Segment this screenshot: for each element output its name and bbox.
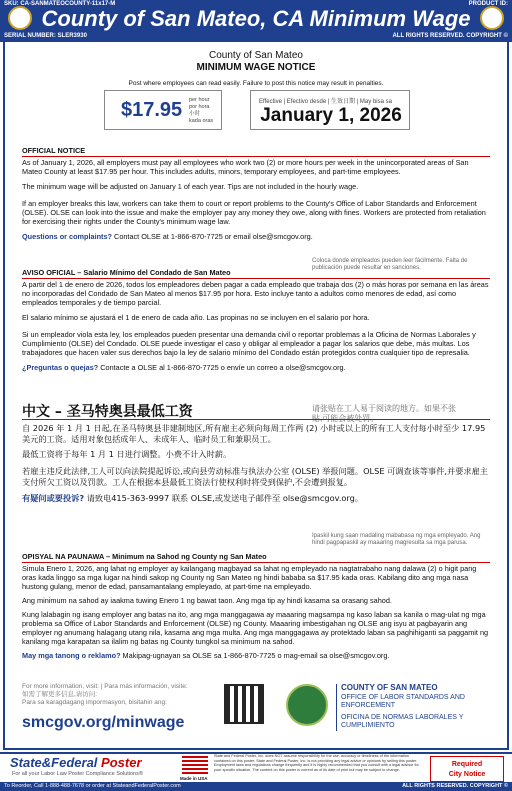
per-hour-tl: kada oras <box>189 118 214 124</box>
publisher-logo <box>10 755 142 770</box>
usa-flag-icon <box>182 756 208 774</box>
paragraph: 自 2026 年 1 月 1 日起,在圣马特奥县非建制地区,所有雇主必须向每周工作两 (2) 小时或以上的所有工人支付每小时至少 17.95 美元的工资。适用对象包括成年人、未成年人、临时员工和兼职员工。 <box>22 423 486 444</box>
logo-sub: Poster <box>101 755 142 770</box>
paragraph: Ang minimum na sahod ay iaakma tuwing Enero 1 ng bawat taon. Ang mga tip ay hindi kasama sa orasang sahod. <box>22 596 392 605</box>
per-hour-zh: 小时 <box>189 111 201 117</box>
county-name: County of San Mateo <box>209 50 303 61</box>
serial-number: SERIAL NUMBER: SLER3930 <box>4 33 87 39</box>
tagalog-section <box>22 552 490 660</box>
contact-text: 请致电415-363-9997 联系 OLSE,或发送电子邮件至 olse@smcgov.org。 <box>84 493 364 503</box>
paragraph: El salario mínimo se ajustará el 1 de enero de cada año. Las propinas no se incluyen en el salario por hora. <box>22 313 370 322</box>
per-hour-label <box>189 97 213 125</box>
notice-title: MINIMUM WAGE NOTICE <box>196 62 316 73</box>
page-title: County of San Mateo, CA Minimum Wage <box>41 6 471 31</box>
city-notice-label: City Notice <box>448 771 486 778</box>
paragraph: A partir del 1 de enero de 2026, todos los empleadores deben pagar a cada empleado que trabaja dos (2) o más horas por semana en las áreas no incorporadas del Condado de San Mateo al menos $17.95 por hora. Esto incluye tanto a adultos como menores de edad, así como empleados temporales y de tiempo parcial. <box>22 280 489 307</box>
minimum-wage-rate: $17.95 <box>121 99 183 121</box>
copyright-label: ALL RIGHTS RESERVED. COPYRIGHT © <box>402 783 508 789</box>
chinese-posting-note: 请张贴在工人易于阅读的地方。如果不张贴,可能会被处罚。 <box>312 404 456 423</box>
spanish-section <box>22 268 490 372</box>
copyright-label: ALL RIGHTS RESERVED. COPYRIGHT © <box>392 33 508 39</box>
questions-label: Questions or complaints? <box>22 232 113 241</box>
more-info-zh: 如需了解更多信息,请访问: <box>22 691 98 698</box>
county-seal-icon <box>286 684 328 726</box>
product-id-label: PRODUCT ID: <box>468 1 508 7</box>
contact-text: Contacte a OLSE al 1-866-870-7725 o envíe un correo a olse@smcgov.org. <box>98 363 346 372</box>
office-name-es: OFICINA DE NORMAS LABORALES Y CUMPLIMIENTO <box>341 713 464 729</box>
required-label: Required <box>451 761 483 768</box>
paragraph: 最低工资将于每年 1 月 1 日进行调整。小费不计入时薪。 <box>22 449 232 459</box>
section-heading: 中文 – 圣马特奥县最低工资 <box>22 408 490 420</box>
disclaimer: State and Federal Poster, Inc. does NOT assume responsibility for the use, accuracy or timeliness of the information contained on this poster. State and Federal Poster, Inc. is not providing any legal advice or opinions by selling this poster. Employment laws and regulations change frequently and it is highly recommended that you consult with a legal advisor for your specific situation. The content on this poster is current as of its date of print but may be subject to change. <box>214 754 419 772</box>
english-section <box>22 146 490 241</box>
effective-date-box <box>250 90 410 130</box>
tagalog-posting-note: Ipaskil kung saan madaling mababasa ng mga empleyado. Ang hindi pagpapaskil ay maaaring magresulta sa mga parusa. <box>312 533 481 546</box>
made-in-usa-label: Made in USA <box>180 776 208 781</box>
per-hour-en: per hour <box>189 97 210 103</box>
section-heading: AVISO OFICIAL – Salario Mínimo del Condado de San Mateo <box>22 268 490 279</box>
contact-text: Contact OLSE at 1-866-870-7725 or email olse@smcgov.org. <box>112 232 313 241</box>
questions-label: ¿Preguntas o quejas? <box>22 363 99 372</box>
reorder-text[interactable]: To Reorder, Call 1-888-488-7678 or order at StateandFederalPoster.com <box>4 783 181 789</box>
more-info-tl: Para sa karagdagang impormasyon, bisitahin ang: <box>22 699 167 706</box>
more-info <box>22 683 188 707</box>
section-heading: OFFICIAL NOTICE <box>22 146 490 157</box>
paragraph: Si un empleador viola esta ley, los empleados pueden presentar una demanda civil o reportar problemas a la Oficina de Normas Laborales y Cumplimiento (OLSE) del Condado. OLSE puede investigar el caso y obligar al empleador a pagar los salarios que debe, más multas. Los trabajadores que hacen valer sus derechos bajo la ley de salario mínimo del Condado están protegidos contra cualquier tipo de represalia. <box>22 330 476 357</box>
paragraph: 若雇主违反此法律,工人可以向法院提起诉讼,或向县劳动标准与执法办公室 (OLSE) 举报问题。OLSE 可调查该等事件,并要求雇主支付所欠工资以及罚款。工人在根据本县最低工资法行使权利时将受到保护,不会遭到报复。 <box>22 466 488 487</box>
posting-instruction: Post where employees can read easily. Failure to post this notice may result in penalties. <box>128 80 384 87</box>
rate-box <box>104 90 222 130</box>
paragraph: Simula Enero 1, 2026, ang lahat ng employer ay kailangang magbayad sa lahat ng empleyado na nagtatrabaho nang dalawa (2) o higit pang oras kada linggo sa mga lugar na hindi sakop ng County ng San Mateo ng hindi bababa sa $17.95 kada oras. Kabilang dito ang mga nasa hustong gulang, menor de edad, pansamantalang empleyado, at part-time na empleyado. <box>22 564 477 591</box>
section-heading: OPISYAL NA PAUNAWA – Minimum na Sahod ng County ng San Mateo <box>22 552 490 563</box>
required-badge <box>430 756 504 782</box>
paragraph: If an employer breaks this law, workers can take them to court or report problems to the County's Office of Labor Standards and Enforcement (OLSE). OLSE can look into the issue and make the employer pay any money they owe, along with fines. Workers are protected from retaliation for exercising their rights under the County's minimum wage law. <box>22 199 486 226</box>
tagline: For all your Labor Law Poster Compliance Solutions® <box>12 771 143 777</box>
office-block <box>336 684 496 731</box>
questions-label: 有疑问或要投诉? <box>22 493 85 503</box>
paragraph: Kung lalabagin ng isang employer ang batas na ito, ang mga manggagawa ay maaaring magsampa ng kaso laban sa kanila o mag-ulat ng mga problema sa Office of Labor Standards and Enforcement (OLSE) ng County. Maaaring imbestigahan ng OLSE ang isyu at pagbayarin ang employer ng anumang halagang utang nila, kasama ang mga multa. Ang mga manggagawa ay protektado laban sa paghihiganti sa paggamit ng kanilang mga karapatan sa ilalim ng batas ng County tungkol sa minimum na sahod. <box>22 610 489 646</box>
more-info-en-es: For more information, visit: | Para más información, visite: <box>22 683 188 690</box>
logo-main: State&Federal <box>10 755 98 770</box>
effective-date: January 1, 2026 <box>260 105 402 126</box>
questions-label: May mga tanong o reklamo? <box>22 651 121 660</box>
per-hour-es: por hora <box>189 104 210 110</box>
office-name-en: OFFICE OF LABOR STANDARDS AND ENFORCEMENT <box>341 693 465 709</box>
office-title: COUNTY OF SAN MATEO <box>341 683 438 692</box>
qr-code-icon[interactable] <box>224 684 264 724</box>
paragraph: As of January 1, 2026, all employers must pay all employees who work two (2) or more hours per week in the unincorporated areas of San Mateo County at least $17.95 per hour. This includes adults, minors, temporary employees, and part-time employees. <box>22 158 469 176</box>
paragraph: The minimum wage will be adjusted on January 1 of each year. Tips are not included in the hourly wage. <box>22 182 359 191</box>
contact-text: Makipag-ugnayan sa OLSE sa 1-866-870-7725 o mag-email sa olse@smcgov.org. <box>120 651 390 660</box>
effective-label: Effective | Efectivo desde | 生效日期 | May bisa sa <box>259 99 392 105</box>
sku-label: SKU: CA-SANMATEOCOUNTY-11x17-M <box>4 1 116 7</box>
chinese-section <box>22 404 490 504</box>
spanish-posting-note: Coloca donde empleados pueden leer fácilmente. Falta de publicación puede resultar en sanciones. <box>312 258 468 271</box>
website-link[interactable]: smcgov.org/minwage <box>22 714 185 731</box>
